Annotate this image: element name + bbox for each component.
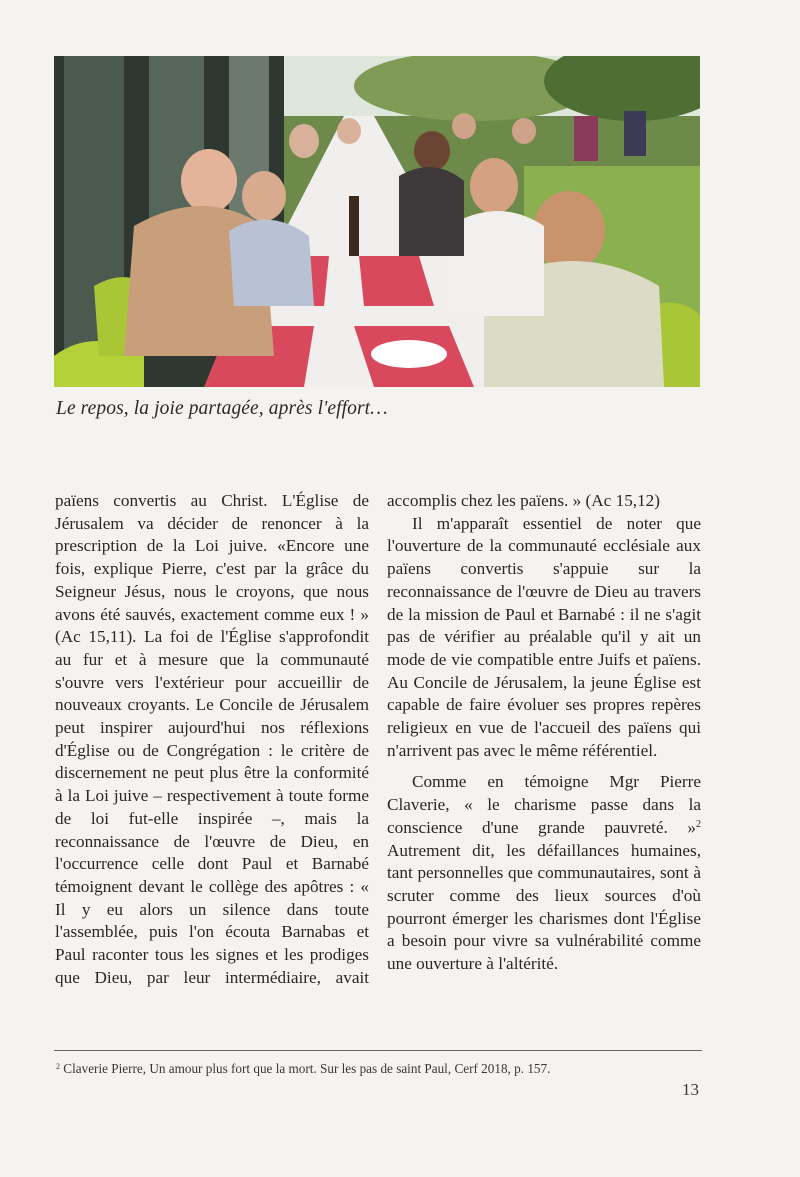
photo-group-meal: [54, 56, 700, 387]
right-paragraph-3: [387, 771, 701, 975]
photo-caption: Le repos, la joie partagée, après l'effort…: [56, 398, 388, 419]
footnote-text: Claverie Pierre, Un amour plus fort que la mort. Sur les pas de saint Paul, Cerf 2018, p. 157.: [63, 1061, 551, 1076]
right-paragraph-1: accomplis chez les païens. » (Ac 15,12): [387, 491, 660, 510]
footnote-marker: 2: [56, 1062, 60, 1071]
right-paragraph-2: Il m'apparaît essentiel de noter que l'ouverture de la communauté ecclésiale aux païens convertis s'appuie sur la reconnaissance de l'œuvre de Dieu au travers de la mission de Paul et Barnabé : il ne s'agit pas de vérifier au préalable qu'il y ait un mode de vie compatible entre Juifs et païens. Au Concile de Jérusalem, la jeune Église est capable de faire évoluer ses propres repères religieux en vue de l'accueil des païens qui n'arrivent pas avec le même référentiel.: [387, 513, 701, 760]
footnote-divider: [54, 1050, 702, 1051]
left-column: [55, 490, 369, 989]
outdoor-meal-photo: [54, 56, 700, 387]
page-number: 13: [682, 1080, 699, 1099]
quote-text: Comme en témoigne Mgr Pierre Claverie, « le charisme passe dans la conscience d'une grande pauvreté. »: [387, 772, 701, 837]
continuation-text: Autrement dit, les défaillances humaines, tant personnelles que communautaires, sont à scruter comme des lieux sources d'où pourront émerger les charismes dont l'Église a besoin pour vivre sa vulnérabilité comme une ouverture à l'altérité.: [387, 840, 701, 974]
footnote-reference: 2: [696, 818, 701, 830]
right-column: [387, 490, 701, 976]
footnote: [56, 1061, 696, 1077]
left-column-paragraph: païens convertis au Christ. L'Église de Jérusalem va décider de renoncer à la prescription de la Loi juive. «Encore une fois, explique Pierre, c'est par la grâce du Seigneur Jésus, nous le croyons, que nous avons été sauvés, exactement comme eux ! » (Ac 15,11). La foi de l'Église s'approfondit au fur et à mesure que la communauté s'ouvre vers l'extérieur pour accueillir de nouveaux croyants. Le Concile de Jérusalem peut inspirer aujourd'hui nos réflexions d'Église ou de Congrégation : le critère de discernement ne peut plus être la conformité à la Loi juive – respectivement à toute forme de loi fut-elle inspirée –, mais la reconnaissance de l'œuvre de Dieu, en l'occurrence celle dont Paul et Barnabé témoignent devant le collège des apôtres : « Il y eu alors un silence dans toute l'assemblée, puis l'on écouta Barnabas et Paul raconter tous les signes et les prodiges que Dieu, par leur intermédiaire, avait: [55, 491, 369, 987]
